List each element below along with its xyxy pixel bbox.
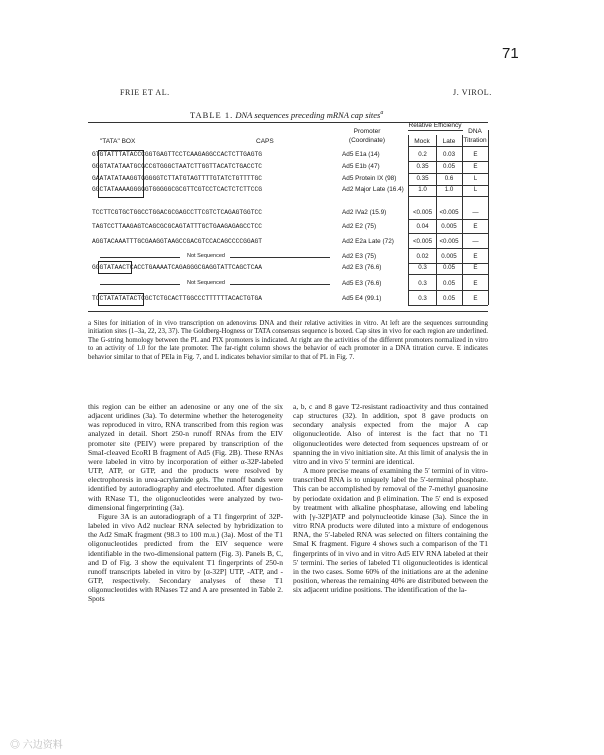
table-bottom-rule bbox=[88, 311, 488, 312]
body-column-left bbox=[88, 402, 283, 603]
not-sequenced-rule bbox=[100, 284, 180, 285]
header-caps: CAPS bbox=[256, 138, 274, 145]
titration-cell: — bbox=[472, 209, 479, 216]
promoter-cell: Ad2 Major Late (16.4) bbox=[342, 186, 404, 193]
mock-cell: 0.3 bbox=[418, 264, 427, 271]
late-cell: 0.05 bbox=[442, 264, 456, 271]
promoter-cell: Ad2 E3 (75) bbox=[342, 253, 377, 260]
mock-cell: 0.35 bbox=[416, 163, 429, 170]
row-rule bbox=[408, 248, 488, 249]
sequence-cell: AGGTACAAATTTGCGAAGGTAAGCCGACGTCCACAGCCCCGGAGT bbox=[92, 238, 263, 245]
header-coordinate: (Coordinate) bbox=[348, 137, 386, 144]
header-dna: DNA bbox=[468, 128, 482, 135]
paragraph: a, b, c and 8 gave T2-resistant radioactivity and thus contained cap structures (32). In addition, spot 8 gave products on secondary analysis expected from the major A cap oligonucleotide. Also of interest is the fact that no T1 oligonucleotides were detected from sequences upstream of or spanning the in vivo initiation site. At this limit of analysis the in vitro and in vivo 5′ termini are identical. bbox=[293, 402, 488, 466]
titration-cell: L bbox=[473, 186, 478, 193]
titration-cell: L bbox=[473, 175, 478, 182]
sequence-cell: TAGTCCTTAAGAGTCAGCGCGCAGTATTTGCTGAAGAGAGCCTCC bbox=[92, 223, 263, 230]
late-cell: 0.005 bbox=[441, 223, 457, 230]
sequence-cell: TCCTTCGTGCTGGCCTGGACGCGAGCCTTCGTCTCAGAGTGGTCC bbox=[92, 209, 263, 216]
header-titration: Titration bbox=[463, 137, 487, 144]
header-bottom-rule bbox=[408, 146, 488, 147]
late-cell: 0.05 bbox=[442, 280, 456, 287]
row-rule bbox=[408, 290, 488, 291]
row-rule bbox=[408, 161, 488, 162]
running-head-right: J. VIROL. bbox=[453, 88, 492, 97]
titration-cell: — bbox=[472, 238, 479, 245]
table-title-mark: a bbox=[380, 110, 384, 117]
mock-cell: 0.2 bbox=[418, 151, 427, 158]
mock-cell: 0.3 bbox=[418, 280, 427, 287]
mock-cell: 0.02 bbox=[416, 253, 429, 260]
paragraph: A more precise means of examining the 5′ termini of in vitro-transcribed RNA is to uniquely label the 5′-terminal phosphate. This can be accomplished by removal of the 7-methyl guanosine by periodate oxidation and β elimination. The 5′ end is exposed by treatment with alkaline phosphatase, allowing end labeling with [γ-32P]ATP and polynucleotide kinase (3a). Since the in vitro RNA products were diluted into a mixture of endogenous RNA, the 5′-labeled RNA was selected on filters containing the SmaI K fragment. Figure 4 shows such a comparison of the T1 fingerprints of in vivo and in vitro Ad5 EIV RNA labeled at their 5′ termini. The series of labeled T1 oligonucleotides is identical in the two cases. Some 60% of the initiations are at the adenine position, whereas the remaining 40% are distributed between the six adjacent uridine positions. The identification of the la- bbox=[293, 466, 488, 595]
page-number: 71 bbox=[502, 45, 519, 62]
titration-cell: E bbox=[473, 223, 478, 230]
row-rule bbox=[408, 196, 488, 197]
header-tata-box: "TATA" BOX bbox=[100, 138, 136, 145]
table-caption bbox=[190, 110, 383, 120]
promoter-cell: Ad5 Protein IX (98) bbox=[342, 175, 397, 182]
mock-cell: <0.005 bbox=[412, 238, 433, 245]
body-column-right bbox=[293, 402, 488, 594]
not-sequenced-rule bbox=[100, 257, 180, 258]
sequence-cell: GGGTATATAATGCGCCGTGGGCTAATCTTGGTTACATCTGACCTC bbox=[92, 163, 263, 170]
paragraph: Figure 3A is an autoradiograph of a T1 fingerprint of 32P-labeled in vivo Ad2 nuclear RNA selected by hybridization to the Ad2 SmaK fragment (98.3 to 100 m.u.) (3a). Most of the T1 oligonucleotides predicted from the EIV sequence were identifiable in the two-dimensional pattern (Fig. 3). Panels B, C, and D of Fig. 3 show the equivalent T1 fingerprints of 250-n runoff transcripts labeled in vitro by [α-32P] UTP, -ATP, and -GTP, respectively. Secondary analyses of these T1 oligonucleotides with RNases T2 and A are presented in Table 2. Spots bbox=[88, 511, 283, 604]
sequence-not-sequenced: Not Sequenced bbox=[187, 280, 225, 286]
titration-cell: E bbox=[473, 253, 478, 260]
row-rule bbox=[408, 233, 488, 234]
mock-cell: 0.35 bbox=[416, 175, 429, 182]
table-label: TABLE 1. bbox=[190, 110, 234, 120]
promoter-cell: Ad2 E2 (75) bbox=[342, 223, 377, 230]
paragraph: this region can be either an adenosine or any one of the six adjacent uridines (3a). To determine whether the heterogeneity was reproduced in vitro, RNA transcribed from this region was analyzed in detail. Short 250-n runoff RNAs from the EIV promoter site (PEIV) were prepared by transcription of the SmaI-cleaved EcoRI B fragment of Ad5 (Fig. 2B). These RNAs were labeled in vitro by incorporation of either α-32P-labeled UTP, ATP, or GTP, and the products were resolved by electrophoresis in urea-acrylamide gels. The runoff bands were identified by autoradiography and electroeluted. After digestion with RNase T1, the oligonucleotides were analyzed by two-dimensional fingerprinting (3a). bbox=[88, 402, 283, 512]
late-cell: 0.005 bbox=[441, 253, 457, 260]
titration-cell: E bbox=[473, 163, 478, 170]
mock-cell: <0.005 bbox=[412, 209, 433, 216]
row-rule bbox=[408, 305, 488, 306]
watermark: ◎ 六边资料 bbox=[10, 740, 63, 751]
titration-cell: E bbox=[473, 264, 478, 271]
mock-cell: 0.3 bbox=[418, 295, 427, 302]
col-line-right bbox=[488, 130, 489, 305]
promoter-cell: Ad5 E1b (47) bbox=[342, 163, 380, 170]
row-rule bbox=[408, 219, 488, 220]
not-sequenced-rule bbox=[230, 257, 330, 258]
sequence-cell: GTGTATTTATACCCGGTGAGTTCCTCAAGAGGCCACTCTTGAGTG bbox=[92, 151, 263, 158]
table-title: DNA sequences preceding mRNA cap sites bbox=[235, 110, 381, 120]
promoter-cell: Ad2 IVa2 (15.9) bbox=[342, 209, 387, 216]
late-cell: 0.05 bbox=[442, 295, 456, 302]
promoter-cell: Ad5 E1a (14) bbox=[342, 151, 380, 158]
sequence-cell: GGCTATAAAAGGGGGTGGGGGCGCGTTCGTCCTCACTCTCTTCCG bbox=[92, 186, 263, 193]
titration-cell: E bbox=[473, 151, 478, 158]
header-promoter: Promoter bbox=[353, 128, 381, 135]
table-footnote: a Sites for initiation of in vivo transcription on adenovirus DNA and their relative activities in vitro. At left are the sequences surrounding initiation sites (1–3a, 22, 23, 37). The Goldberg-Hogness or TATA consensus sequence is boxed. Cap sites in vivo for each region are underlined. The G-string homology between the PL and PIX promoters is indicated. At right are the activities of the different promoters normalized in vitro to an activity of 1.0 for the late promoter. The far-right column shows the behavior of each promoter in a DNA titration curve. E indicates behavior similar to that of PEIa in Fig. 7, and L indicates behavior similar to that of PL in Fig. 7. bbox=[88, 320, 488, 361]
promoter-cell: Ad5 E4 (99.1) bbox=[342, 295, 382, 302]
header-late: Late bbox=[442, 138, 456, 145]
promoter-cell: Ad5 E3 (76.6) bbox=[342, 280, 382, 287]
header-relative-efficiency: Relative Efficiency bbox=[408, 122, 462, 129]
late-cell: 1.0 bbox=[444, 186, 454, 193]
not-sequenced-rule bbox=[230, 284, 330, 285]
sequence-cell: GGGTATAACTCACCTGAAAATCAGAGGGCGAGGTATTCAGCTCAA bbox=[92, 264, 263, 271]
late-cell: 0.05 bbox=[442, 163, 456, 170]
row-rule bbox=[408, 173, 488, 174]
late-cell: 0.6 bbox=[444, 175, 454, 182]
running-head-left: FRIE ET AL. bbox=[120, 88, 170, 97]
header-mock: Mock bbox=[414, 138, 430, 145]
late-cell: <0.005 bbox=[439, 209, 459, 216]
mock-cell: 0.04 bbox=[416, 223, 429, 230]
sequence-cell: TCCTATATATACTCGCTCTGCACTTGGCCCTTTTTTACACTGTGA bbox=[92, 295, 263, 302]
titration-cell: E bbox=[473, 280, 478, 287]
sequence-cell: GAATATATAAGGTGGGGGTCTTATGTAGTTTTGTATCTGTTTTGC bbox=[92, 175, 263, 182]
mock-cell: 1.0 bbox=[418, 186, 427, 193]
titration-cell: E bbox=[473, 295, 478, 302]
row-rule bbox=[408, 274, 488, 275]
late-cell: 0.03 bbox=[442, 151, 456, 158]
sequence-not-sequenced: Not Sequenced bbox=[187, 253, 225, 259]
late-cell: <0.005 bbox=[439, 238, 459, 245]
rel-eff-underline bbox=[408, 130, 463, 131]
promoter-cell: Ad2 E3 (76.6) bbox=[342, 264, 382, 271]
promoter-cell: Ad2 E2a Late (72) bbox=[342, 238, 394, 245]
